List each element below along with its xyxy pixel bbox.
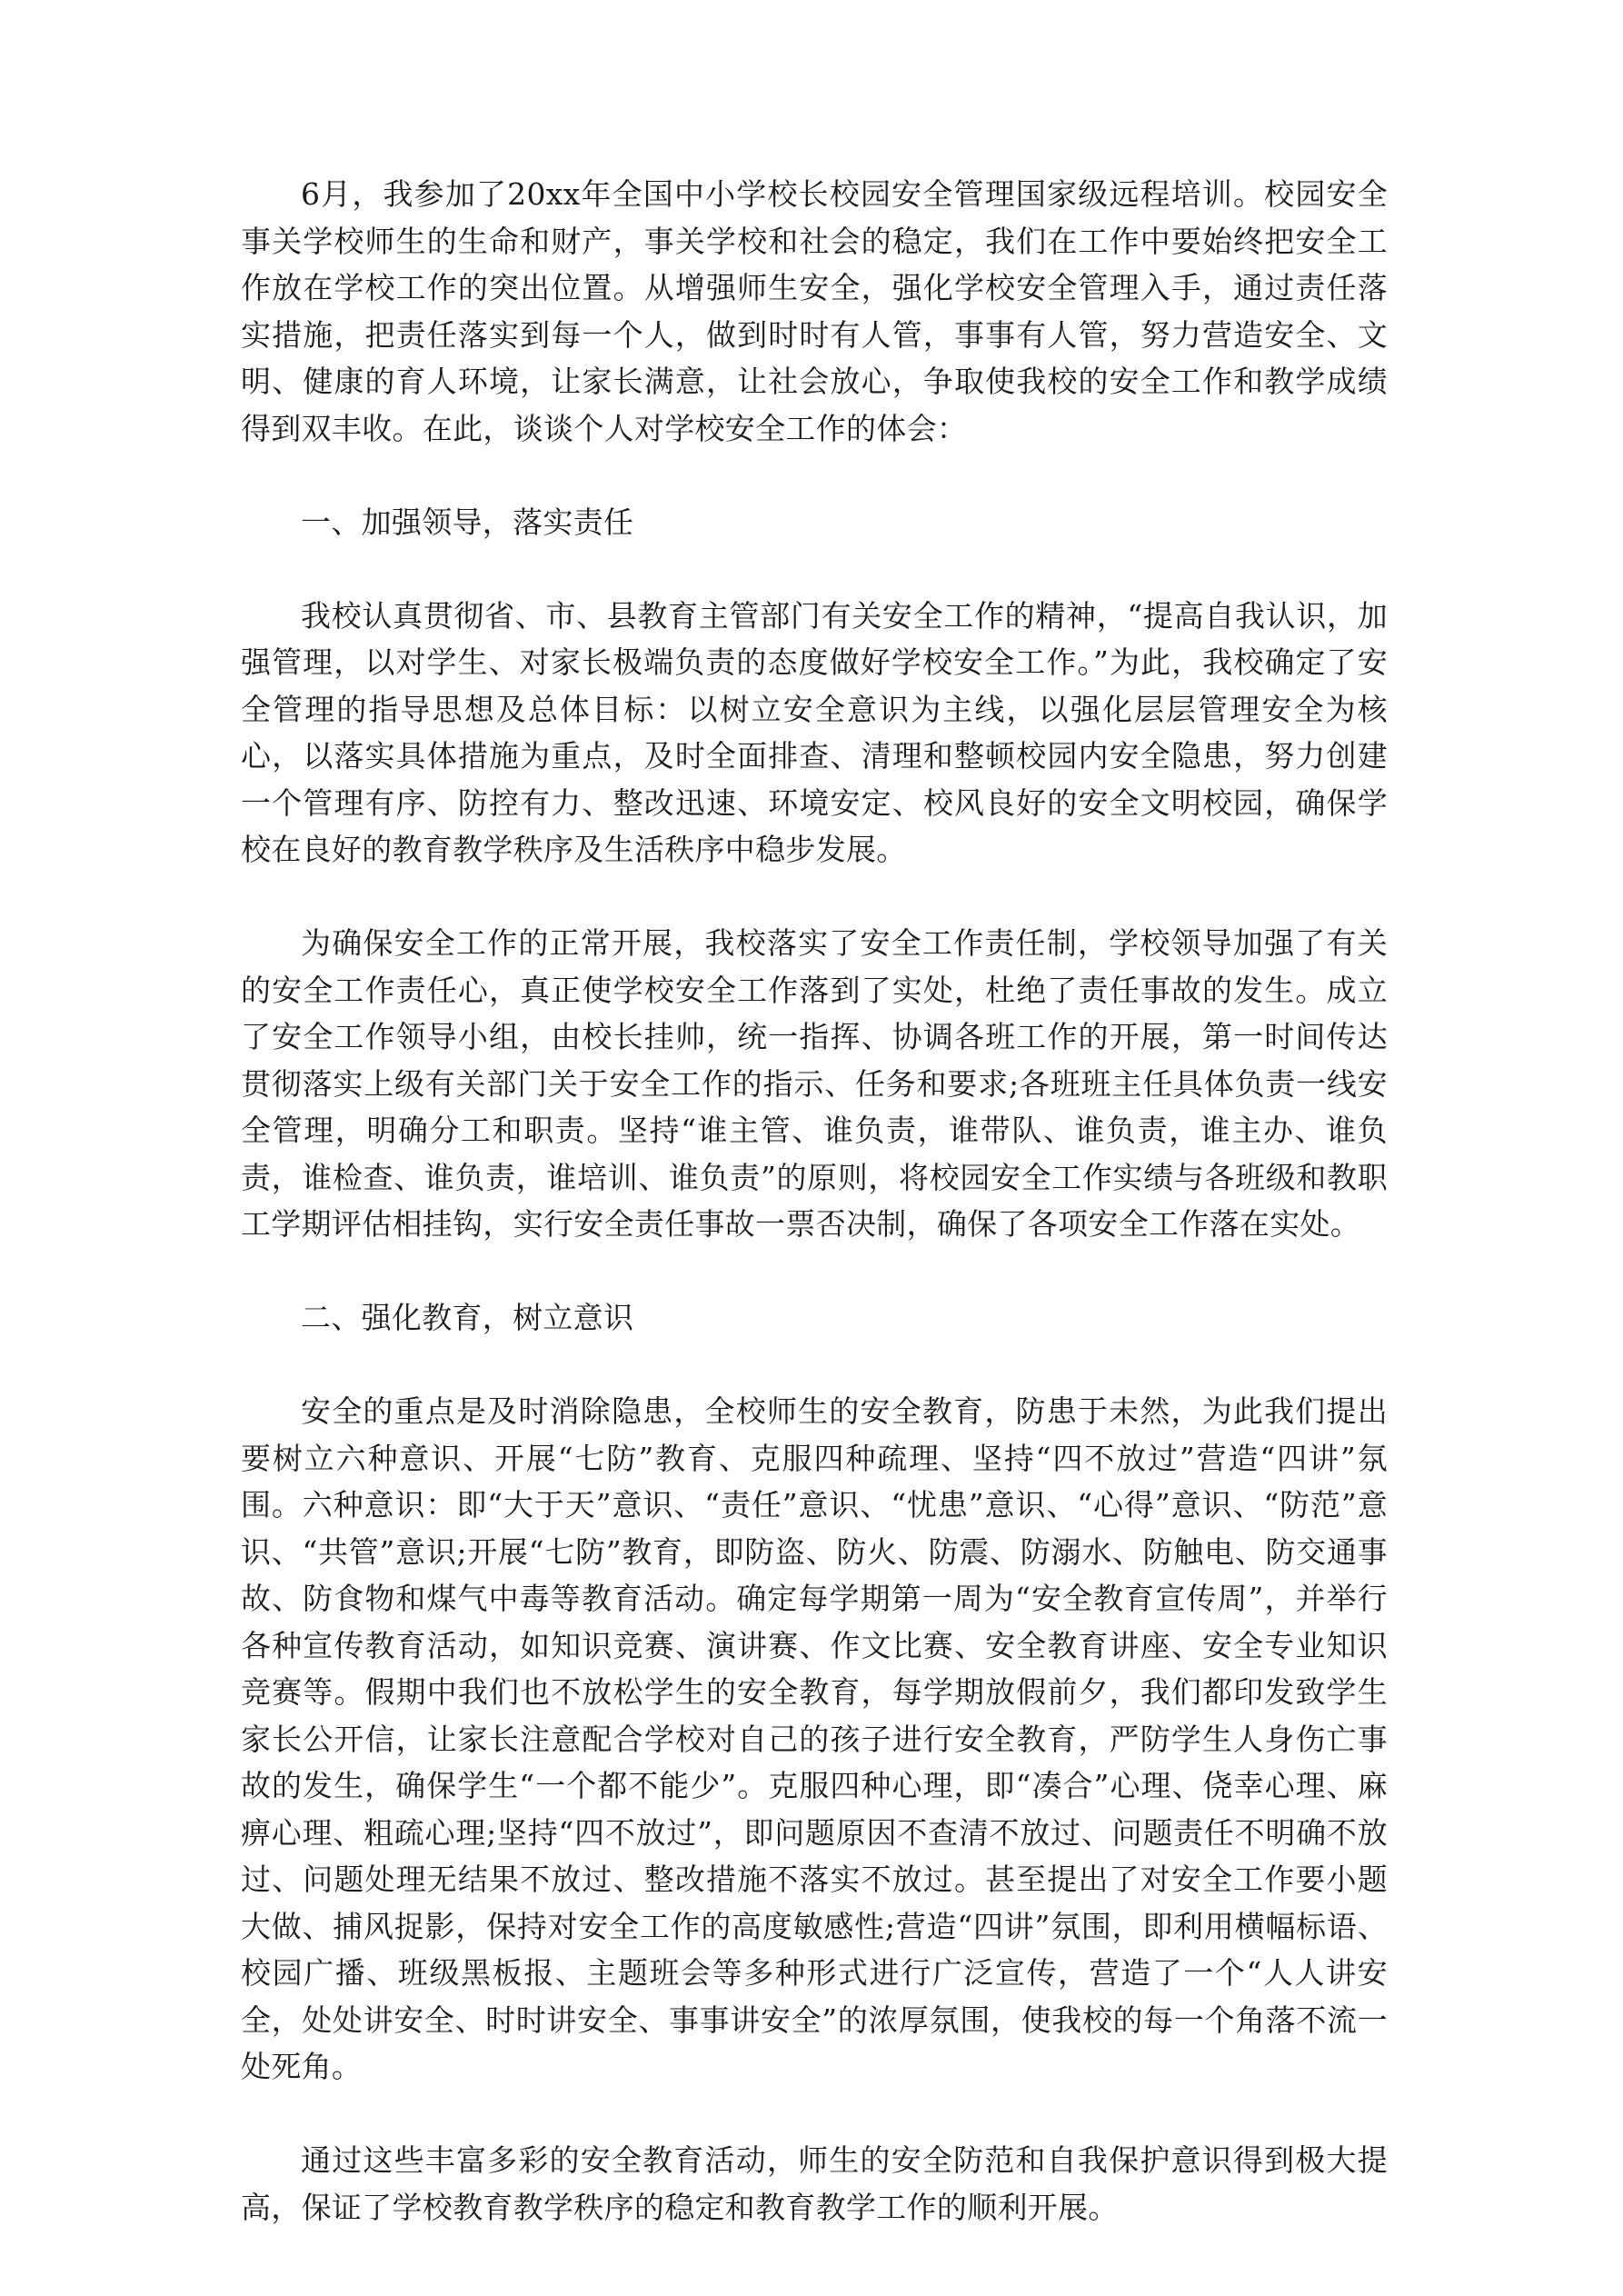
section-heading-2: 二、强化教育，树立意识: [301, 1300, 634, 1335]
intro-paragraph: 6月，我参加了20xx年全国中小学校长校园安全管理国家级远程培训。校园安全事关学校师生的生命和财产，事关学校和社会的稳定，我们在工作中要始终把安全工作放在学校工作的突出位置。从增强师生安全，强化学校安全管理入手，通过责任落实措施，把责任落实到每一个人，做到时时有人管，事事有人管，努力营造安全、文明、健康的育人环境，让家长满意，让社会放心，争取使我校的安全工作和教学成绩得到双丰收。在此，谈谈个人对学校安全工作的体会：: [241, 176, 1388, 446]
section-2-paragraph-1: 安全的重点是及时消除隐患，全校师生的安全教育，防患于未然，为此我们提出要树立六种意识、开展“七防”教育、克服四种疏理、坚持“四不放过”营造“四讲”氛围。六种意识：即“大于天”意识、“责任”意识、“忧患”意识、“心得”意识、“防范”意识、“共管”意识;开展“七防”教育，即防盗、防火、防震、防溺水、防触电、防交通事故、防食物和煤气中毒等教育活动。确定每学期第一周为“安全教育宣传周”，并举行各种宣传教育活动，如知识竞赛、演讲赛、作文比赛、安全教育讲座、安全专业知识竞赛等。假期中我们也不放松学生的安全教育，每学期放假前夕，我们都印发致学生家长公开信，让家长注意配合学校对自己的孩子进行安全教育，严防学生人身伤亡事故的发生，确保学生“一个都不能少”。克服四种心理，即“凑合”心理、侥幸心理、麻痹心理、粗疏心理;坚持“四不放过”，即问题原因不查清不放过、问题责任不明确不放过、问题处理无结果不放过、整改措施不落实不放过。甚至提出了对安全工作要小题大做、捕风捉影，保持对安全工作的高度敏感性;营造“四讲”氛围，即利用横幅标语、校园广播、班级黑板报、主题班会等多种形式进行广泛宣传，营造了一个“人人讲安全，处处讲安全、时时讲安全、事事讲安全”的浓厚氛围，使我校的每一个角落不流一处死角。: [241, 1393, 1388, 2084]
section-1-paragraph-2: 为确保安全工作的正常开展，我校落实了安全工作责任制，学校领导加强了有关的安全工作责任心，真正使学校安全工作落到了实处，杜绝了责任事故的发生。成立了安全工作领导小组，由校长挂帅，统一指挥、协调各班工作的开展，第一时间传达贯彻落实上级有关部门关于安全工作的指示、任务和要求;各班班主任具体负责一线安全管理，明确分工和职责。坚持“谁主管、谁负责，谁带队、谁负责，谁主办、谁负责，谁检查、谁负责，谁培训、谁负责”的原则，将校园安全工作实绩与各班级和教职工学期评估相挂钩，实行安全责任事故一票否决制，确保了各项安全工作落在实处。: [241, 925, 1388, 1242]
section-1-paragraph-1: 我校认真贯彻省、市、县教育主管部门有关安全工作的精神，“提高自我认识，加强管理，以对学生、对家长极端负责的态度做好学校安全工作。”为此，我校确定了安全管理的指导思想及总体目标：以树立安全意识为主线，以强化层层管理安全为核心，以落实具体措施为重点，及时全面排查、清理和整顿校园内安全隐患，努力创建一个管理有序、防控有力、整改迅速、环境安定、校风良好的安全文明校园，确保学校在良好的教育教学秩序及生活秩序中稳步发展。: [241, 597, 1388, 867]
document-body: [241, 171, 1388, 2231]
section-heading-1: 一、加强领导，落实责任: [301, 504, 634, 540]
section-2-paragraph-2: 通过这些丰富多彩的安全教育活动，师生的安全防范和自我保护意识得到极大提高，保证了学校教育教学秩序的稳定和教育教学工作的顺利开展。: [241, 2142, 1388, 2225]
